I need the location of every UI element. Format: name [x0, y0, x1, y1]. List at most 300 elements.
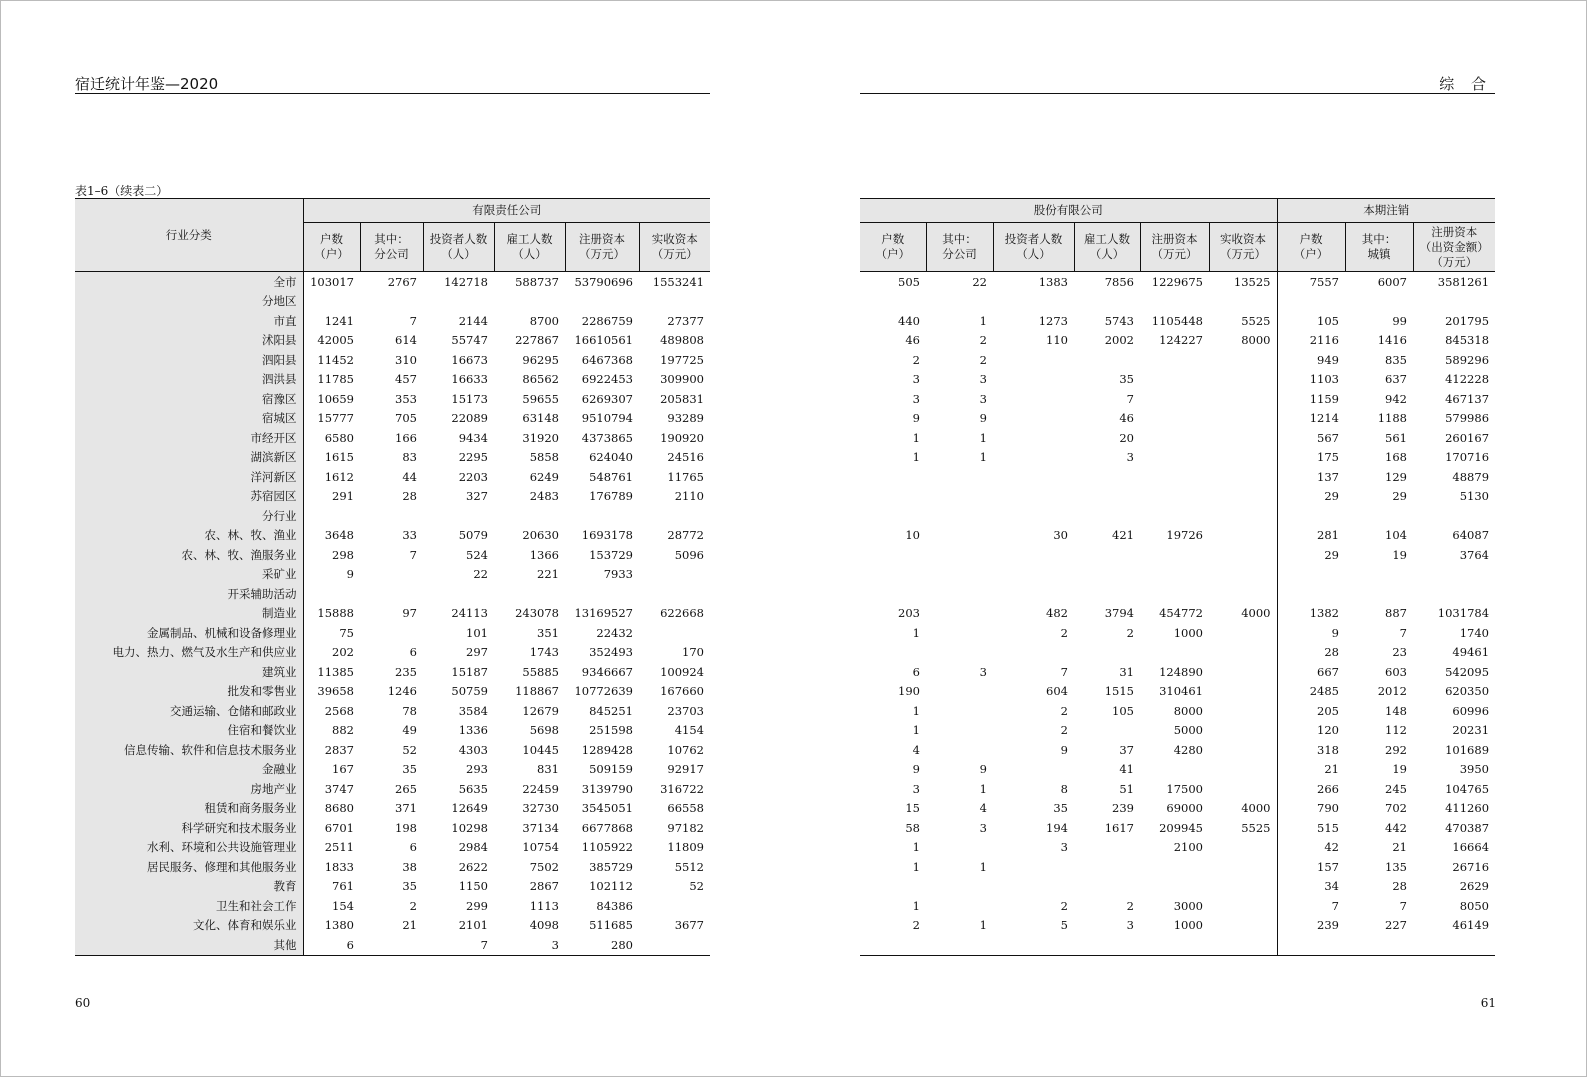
- joint-stock-cell: [1209, 721, 1277, 741]
- joint-stock-cell: 1383: [993, 272, 1074, 292]
- ltd-cell: 24113: [451, 606, 488, 621]
- joint-stock-cell: [1140, 760, 1209, 780]
- joint-stock-cell: [993, 643, 1074, 663]
- yearbook-title: 宿迁统计年鉴—2020: [75, 75, 219, 93]
- joint-stock-cell: 1: [912, 703, 920, 718]
- joint-stock-cell: 9: [912, 762, 920, 777]
- ltd-cell: 78: [402, 703, 417, 718]
- ltd-cell: 167: [332, 762, 354, 777]
- joint-stock-cell: 2: [1126, 625, 1134, 640]
- ltd-cell: 15173: [451, 391, 488, 406]
- cancelled-cell: 318: [1317, 742, 1339, 757]
- joint-stock-cell: [926, 721, 993, 741]
- joint-stock-cell: 1: [979, 918, 987, 933]
- row-label: 泗洪县: [75, 370, 303, 390]
- ltd-cell: 297: [466, 645, 488, 660]
- joint-stock-cell: [926, 565, 993, 585]
- joint-stock-cell: [926, 682, 993, 702]
- table-row: [860, 779, 1495, 799]
- ltd-cell: 6922453: [581, 372, 633, 387]
- joint-stock-cell: [926, 292, 993, 312]
- ltd-cell: 280: [611, 937, 633, 952]
- joint-stock-cell: 9: [979, 762, 987, 777]
- cancelled-cell: 29: [1324, 489, 1339, 504]
- ltd-cell: 15777: [317, 411, 354, 426]
- joint-stock-cell: [1209, 877, 1277, 897]
- right-col-header-5: [1209, 223, 1277, 272]
- ltd-cell: 299: [466, 898, 488, 913]
- joint-stock-cell: [1209, 701, 1277, 721]
- ltd-cell: 5698: [529, 723, 559, 738]
- cancelled-cell: [1413, 506, 1495, 526]
- ltd-cell: 31920: [522, 430, 559, 445]
- row-label: 分行业: [75, 506, 303, 526]
- cancelled-cell: 101689: [1445, 742, 1490, 757]
- joint-stock-cell: 46: [1119, 411, 1134, 426]
- ltd-cell: 2: [409, 898, 417, 913]
- joint-stock-cell: [926, 506, 993, 526]
- cancelled-cell: 442: [1385, 820, 1407, 835]
- row-label: 采矿业: [75, 565, 303, 585]
- joint-stock-cell: 8000: [1209, 331, 1277, 351]
- row-label: 文化、体育和娱乐业: [75, 916, 303, 936]
- joint-stock-cell: [926, 623, 993, 643]
- cancelled-cell: 8050: [1459, 898, 1490, 913]
- ltd-cell: 7: [409, 547, 417, 562]
- joint-stock-cell: 1: [912, 840, 920, 855]
- ltd-cell: 16610561: [574, 333, 633, 348]
- right-col-header-1-line-0: 其中：: [942, 232, 977, 246]
- ltd-cell: 55885: [522, 664, 559, 679]
- table-row: [75, 701, 710, 721]
- cancelled-cell: [1277, 935, 1345, 955]
- table-row: [75, 389, 710, 409]
- ltd-cell: 1693178: [581, 528, 633, 543]
- table-row: [75, 760, 710, 780]
- table-row: [75, 409, 710, 429]
- cancelled-cell: 542095: [1445, 664, 1490, 679]
- row-label: 房地产业: [75, 779, 303, 799]
- ltd-cell: 6: [346, 937, 354, 952]
- cancelled-cell: 835: [1385, 352, 1407, 367]
- ltd-cell: [639, 896, 710, 916]
- table-row: [75, 838, 710, 858]
- joint-stock-cell: [926, 701, 993, 721]
- cancelled-cell: 412228: [1445, 372, 1490, 387]
- table-row: [860, 935, 1495, 955]
- cancelled-cell: 104765: [1445, 781, 1490, 796]
- ltd-cell: 2144: [458, 313, 488, 328]
- ltd-cell: 16633: [451, 372, 488, 387]
- joint-stock-cell: 5: [1060, 918, 1068, 933]
- table-row: [860, 272, 1495, 292]
- cancelled-cell: 667: [1317, 664, 1339, 679]
- ltd-cell: 75: [339, 625, 354, 640]
- row-label: 洋河新区: [75, 467, 303, 487]
- joint-stock-cell: 5525: [1209, 311, 1277, 331]
- ltd-cell: 66558: [667, 801, 704, 816]
- cancelled-cell: 1103: [1309, 372, 1339, 387]
- ltd-cell: 353: [395, 391, 417, 406]
- ltd-cell: 1366: [529, 547, 559, 562]
- joint-stock-cell: [860, 643, 926, 663]
- joint-stock-cell: 4000: [1209, 799, 1277, 819]
- joint-stock-cell: [1074, 857, 1140, 877]
- joint-stock-cell: [860, 565, 926, 585]
- joint-stock-cell: [1074, 584, 1140, 604]
- joint-stock-cell: [993, 506, 1074, 526]
- joint-stock-cell: [993, 389, 1074, 409]
- ltd-cell: 16673: [451, 352, 488, 367]
- ltd-col-header-5: [639, 223, 710, 272]
- joint-stock-cell: 454772: [1159, 606, 1203, 621]
- cancelled-cell: 7: [1399, 625, 1407, 640]
- row-label: 苏宿园区: [75, 487, 303, 507]
- ltd-col-header-3-line-1: （人）: [512, 247, 547, 261]
- table-row: [860, 818, 1495, 838]
- ltd-cell: 761: [332, 879, 354, 894]
- ltd-cell: 27377: [667, 313, 704, 328]
- table-row: [860, 467, 1495, 487]
- joint-stock-cell: 35: [1119, 372, 1134, 387]
- table-row: [860, 740, 1495, 760]
- ltd-cell: [303, 506, 360, 526]
- ltd-cell: 6249: [529, 469, 559, 484]
- cancelled-cell: 260167: [1445, 430, 1490, 445]
- row-label: 宿豫区: [75, 389, 303, 409]
- ltd-cell: [303, 584, 360, 604]
- row-header-industry: 行业分类: [75, 199, 303, 272]
- table-row: [75, 584, 710, 604]
- ltd-cell: 6677868: [581, 820, 633, 835]
- table-row: [860, 643, 1495, 663]
- ltd-cell: 614: [395, 333, 417, 348]
- cancelled-cell: 9: [1331, 625, 1339, 640]
- ltd-cell: 205831: [660, 391, 704, 406]
- table-row: [860, 838, 1495, 858]
- row-label: 水利、环境和公共设施管理业: [75, 838, 303, 858]
- cancelled-cell: 28: [1392, 879, 1407, 894]
- joint-stock-cell: [993, 370, 1074, 390]
- cancelled-cell: 3581261: [1413, 272, 1495, 292]
- ltd-cell: 2110: [674, 489, 704, 504]
- ltd-cell: 22432: [596, 625, 633, 640]
- cancelled-cell: 60996: [1452, 703, 1490, 718]
- ltd-cell: 489808: [660, 333, 704, 348]
- ltd-cell: 10772639: [574, 684, 633, 699]
- ltd-cell: 6467368: [581, 352, 633, 367]
- joint-stock-cell: 440: [898, 313, 920, 328]
- joint-stock-cell: [1140, 292, 1209, 312]
- joint-stock-cell: [1140, 506, 1209, 526]
- right-col-header-0-line-1: （户）: [875, 247, 910, 261]
- table-row: [75, 662, 710, 682]
- joint-stock-cell: 4: [912, 742, 920, 757]
- joint-stock-cell: [1209, 409, 1277, 429]
- cancelled-cell: 245: [1385, 781, 1407, 796]
- joint-stock-cell: 1: [912, 625, 920, 640]
- ltd-cell: 6269307: [581, 391, 633, 406]
- cancelled-cell: 42: [1324, 840, 1339, 855]
- table-row: [75, 604, 710, 624]
- joint-stock-cell: [1074, 487, 1140, 507]
- page-number-right: 61: [1480, 996, 1496, 1010]
- ltd-cell: 227867: [515, 333, 559, 348]
- ltd-cell: [360, 292, 423, 312]
- joint-stock-cell: 46: [905, 333, 920, 348]
- ltd-cell: 11385: [317, 664, 354, 679]
- ltd-cell: 97182: [667, 820, 704, 835]
- cancelled-cell: 942: [1385, 391, 1407, 406]
- cancelled-cell: 168: [1385, 450, 1407, 465]
- joint-stock-cell: [1140, 877, 1209, 897]
- table-row: [860, 389, 1495, 409]
- ltd-cell: [360, 623, 423, 643]
- ltd-cell: [565, 292, 639, 312]
- ltd-cell: 6701: [324, 820, 354, 835]
- ltd-cell: 10762: [667, 742, 704, 757]
- cancelled-cell: 49461: [1452, 645, 1490, 660]
- cancelled-cell: 29: [1324, 547, 1339, 562]
- joint-stock-cell: 505: [860, 272, 926, 292]
- table-row: [860, 662, 1495, 682]
- ltd-cell: [423, 584, 494, 604]
- joint-stock-cell: [1140, 448, 1209, 468]
- cancelled-cell: 46149: [1452, 918, 1490, 933]
- cancelled-cell: 637: [1385, 372, 1407, 387]
- cancelled-cell: 64087: [1452, 528, 1490, 543]
- cancelled-cell: 1159: [1309, 391, 1339, 406]
- ltd-cell: 9346667: [581, 664, 633, 679]
- ltd-cell: [423, 506, 494, 526]
- table-row: [860, 604, 1495, 624]
- ltd-cell: 251598: [589, 723, 633, 738]
- row-label: 农、林、牧、渔业: [75, 526, 303, 546]
- table-row: [75, 331, 710, 351]
- ltd-col-header-1-line-0: 其中：: [374, 232, 409, 246]
- table-row: [860, 409, 1495, 429]
- ltd-cell: 309900: [660, 372, 704, 387]
- table-row: [860, 545, 1495, 565]
- ltd-cell: 4303: [458, 742, 488, 757]
- table-row: [75, 428, 710, 448]
- ltd-cell: [639, 623, 710, 643]
- cancelled-cell: 790: [1317, 801, 1339, 816]
- joint-stock-cell: [926, 740, 993, 760]
- ltd-cell: 6: [409, 645, 417, 660]
- section-title: 综 合: [1439, 75, 1492, 93]
- ltd-cell: 24516: [667, 450, 704, 465]
- cancelled-cell: 201795: [1445, 313, 1490, 328]
- joint-stock-cell: [926, 526, 993, 546]
- table-row: [75, 487, 710, 507]
- joint-stock-cell: [993, 428, 1074, 448]
- cancelled-cell: 3950: [1459, 762, 1490, 777]
- right-col-header-0-line-0: 户数: [881, 232, 905, 246]
- cancelled-cell: [1413, 584, 1495, 604]
- cancelled-cell: 620350: [1445, 684, 1490, 699]
- cancelled-cell: 887: [1385, 606, 1407, 621]
- table-row: [860, 292, 1495, 312]
- table-row: [75, 779, 710, 799]
- joint-stock-cell: [1074, 935, 1140, 955]
- joint-stock-cell: [1209, 740, 1277, 760]
- ltd-cell: 15187: [451, 664, 488, 679]
- joint-stock-cell: 2: [1060, 898, 1068, 913]
- cancelled-cell: 19: [1392, 547, 1407, 562]
- joint-stock-cell: [1140, 350, 1209, 370]
- joint-stock-cell: 2: [912, 352, 920, 367]
- ltd-cell: 33: [402, 528, 417, 543]
- table-row: [860, 877, 1495, 897]
- joint-stock-cell: 1: [979, 313, 987, 328]
- joint-stock-cell: 2100: [1173, 840, 1203, 855]
- cancelled-cell: 19: [1392, 762, 1407, 777]
- joint-stock-cell: 20: [1119, 430, 1134, 445]
- joint-stock-cell: 110: [1046, 333, 1068, 348]
- row-label: 制造业: [75, 604, 303, 624]
- joint-stock-cell: [1074, 877, 1140, 897]
- right-col-header-3-line-0: 雇工人数: [1084, 232, 1130, 246]
- ltd-cell: 5858: [529, 450, 559, 465]
- joint-stock-cell: [1209, 857, 1277, 877]
- ltd-cell: 12679: [522, 703, 559, 718]
- joint-stock-cell: 194: [1046, 820, 1068, 835]
- right-col-header-8-line-0: 注册资本: [1431, 224, 1478, 239]
- ltd-cell: 2295: [458, 450, 488, 465]
- ltd-cell: 202: [332, 645, 354, 660]
- ltd-cell: 10754: [522, 840, 559, 855]
- joint-stock-cell: 1: [912, 430, 920, 445]
- joint-stock-cell: [1209, 545, 1277, 565]
- joint-stock-cell: [1074, 545, 1140, 565]
- ltd-cell: 44: [402, 469, 417, 484]
- ltd-cell: 3747: [324, 781, 354, 796]
- cancelled-cell: 20231: [1452, 723, 1490, 738]
- joint-stock-cell: 2: [912, 918, 920, 933]
- joint-stock-cell: [1209, 779, 1277, 799]
- ltd-cell: 2984: [458, 840, 488, 855]
- ltd-cell: 103017: [303, 272, 360, 292]
- ltd-cell: 100924: [660, 664, 704, 679]
- joint-stock-cell: 3: [1060, 840, 1068, 855]
- joint-stock-cell: [993, 448, 1074, 468]
- table-row: [75, 682, 710, 702]
- cancelled-cell: 129: [1385, 469, 1407, 484]
- joint-stock-cell: 3: [1126, 450, 1134, 465]
- ltd-cell: 4373865: [581, 430, 633, 445]
- row-label: 交通运输、仓储和邮政业: [75, 701, 303, 721]
- joint-stock-cell: 10: [905, 528, 920, 543]
- cancelled-cell: [1345, 292, 1413, 312]
- cancelled-cell: 29: [1392, 489, 1407, 504]
- table-row: [860, 701, 1495, 721]
- cancelled-cell: [1277, 565, 1345, 585]
- ltd-cell: 845251: [589, 703, 633, 718]
- ltd-cell: 10298: [451, 820, 488, 835]
- joint-stock-cell: [1140, 565, 1209, 585]
- ltd-cell: 35: [402, 762, 417, 777]
- table-row: [860, 623, 1495, 643]
- joint-stock-cell: 35: [1053, 801, 1068, 816]
- joint-stock-cell: 30: [1053, 528, 1068, 543]
- ltd-cell: 5096: [674, 547, 704, 562]
- joint-stock-cell: 190: [898, 684, 920, 699]
- joint-stock-cell: 3: [912, 372, 920, 387]
- table-row: [75, 740, 710, 760]
- cancelled-cell: 7: [1331, 898, 1339, 913]
- row-label: 批发和零售业: [75, 682, 303, 702]
- cancelled-cell: 1214: [1309, 411, 1339, 426]
- ltd-cell: 351: [537, 625, 559, 640]
- ltd-cell: 235: [395, 664, 417, 679]
- ltd-cell: [303, 292, 360, 312]
- cancelled-cell: [1413, 565, 1495, 585]
- joint-stock-cell: 17500: [1166, 781, 1203, 796]
- ltd-cell: [639, 584, 710, 604]
- right-col-header-6: [1277, 223, 1345, 272]
- joint-stock-cell: [993, 760, 1074, 780]
- ltd-cell: [494, 292, 565, 312]
- table-row: [75, 896, 710, 916]
- table-caption: 表1–6（续表二）: [75, 184, 169, 198]
- row-label: 其他: [75, 935, 303, 955]
- table-row: [75, 350, 710, 370]
- right-col-header-8-line-1: （出资金额）: [1419, 239, 1489, 254]
- joint-stock-cell: 31: [1119, 664, 1134, 679]
- ltd-cell: 2622: [458, 859, 488, 874]
- joint-stock-cell: 5000: [1173, 723, 1203, 738]
- ltd-cell: 2867: [529, 879, 559, 894]
- ltd-col-header-5-line-1: （万元）: [651, 247, 698, 261]
- cancelled-cell: 567: [1317, 430, 1339, 445]
- ltd-cell: 59655: [522, 391, 559, 406]
- ltd-cell: 2203: [458, 469, 488, 484]
- table-row: [75, 272, 710, 292]
- ltd-cell: 11765: [667, 469, 704, 484]
- ltd-cell: 9434: [458, 430, 488, 445]
- cancelled-cell: 845318: [1445, 333, 1490, 348]
- cancelled-cell: [1345, 565, 1413, 585]
- cancelled-cell: 1188: [1377, 411, 1407, 426]
- ltd-cell: 22459: [522, 781, 559, 796]
- joint-stock-cell: 9: [912, 411, 920, 426]
- ltd-cell: [639, 292, 710, 312]
- joint-stock-cell: 105: [1112, 703, 1134, 718]
- cancelled-cell: 105: [1317, 313, 1339, 328]
- cancelled-cell: 137: [1317, 469, 1339, 484]
- ltd-cell: 37134: [522, 820, 559, 835]
- ltd-cell: 3: [551, 937, 559, 952]
- cancelled-cell: 34: [1324, 879, 1339, 894]
- cancelled-cell: 23: [1392, 645, 1407, 660]
- ltd-cell: 6580: [324, 430, 354, 445]
- ltd-col-header-1-line-1: 分公司: [374, 247, 409, 261]
- joint-stock-cell: 5743: [1104, 313, 1134, 328]
- cancelled-cell: 48879: [1452, 469, 1490, 484]
- ltd-cell: [423, 292, 494, 312]
- ltd-cell: 371: [395, 801, 417, 816]
- ltd-cell: 7: [480, 937, 488, 952]
- joint-stock-cell: [1140, 857, 1209, 877]
- cancelled-cell: 470387: [1445, 820, 1490, 835]
- cancelled-cell: 1382: [1309, 606, 1339, 621]
- row-label: 分地区: [75, 292, 303, 312]
- joint-stock-cell: [1209, 935, 1277, 955]
- right-col-header-0: [860, 223, 926, 272]
- table-row: [75, 916, 710, 936]
- joint-stock-cell: 37: [1119, 742, 1134, 757]
